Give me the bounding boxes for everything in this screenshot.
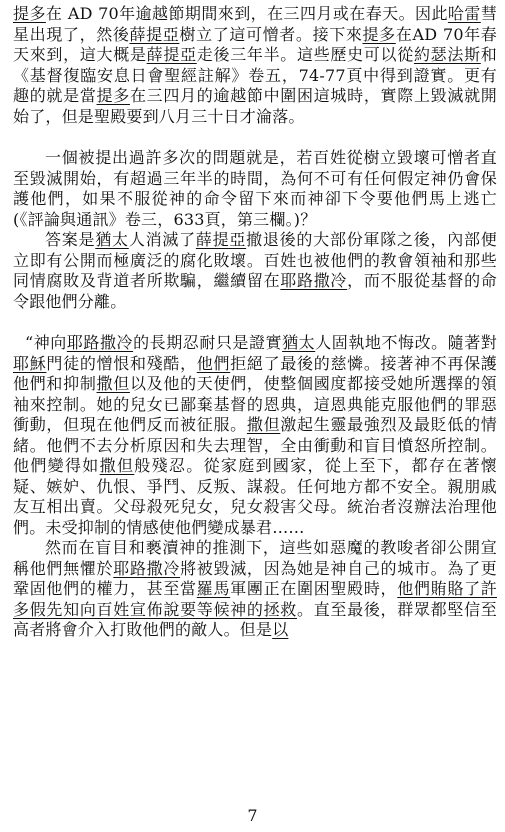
underlined-name: 哈雷 [447,4,481,23]
underlined-name: 薛提亞 [195,230,247,249]
underlined-name: 羅馬 [196,579,231,598]
underlined-name: 撒但 [99,456,135,475]
underlined-name: 提多 [96,86,130,105]
underlined-name: 撒但 [246,415,281,434]
text-run: “神向 [25,333,67,352]
underlined-name: 耶路撒冷 [113,558,181,578]
text-run: 。直至最後，群眾都堅信至高者將會介入打敗他們的敵人。但是 [13,599,497,639]
text-run: 彗星出現了，然後 [13,4,498,44]
underlined-name: 薛提亞 [146,45,197,64]
underlined-name: 他們賄賂了許多假先知向百姓宣佈說要等候神的拯救 [13,579,497,619]
underlined-name: 耶路撒冷 [280,271,348,290]
text-run: 答案是 [45,230,96,249]
paragraph-1 [13,4,497,127]
text-run: 以及他的天使們，使整個國度都接受她所選擇的領袖來控制。她的兒女已鄙棄基督的恩典，這恩典能克服他們的罪惡衝動，但現在他們反而被征服。 [13,374,497,434]
underlined-name: 撒但 [96,374,130,393]
text-run: 門徒的憎恨和殘酷， [46,353,197,373]
underlined-name: 約瑟法斯 [413,45,481,64]
underlined-name: 提多 [362,24,396,44]
text-run: ，而不服從基督的命令跟他們分離。 [13,271,497,311]
underlined-name: 猶太 [95,230,129,249]
text-run: 人固執地不悔改。隨著對 [315,333,498,352]
paragraph-5 [13,538,497,641]
underlined-name: 他們 [196,353,231,373]
underlined-name: 提多 [13,4,46,23]
paragraph-2 [13,148,497,230]
text-run: 然而在盲目和褻瀆神的推測下，這些如惡魔的教唆者卻公開宣稱他們無懼於 [13,538,497,578]
text-run: 在 AD 70年逾越節期間來到，在三四月或在春天。因此 [45,4,448,23]
text-run: 般殘忍。從家庭到國家，從上至下，都存在著懷疑、嫉妒、仇恨、爭鬥、反叛、謀殺。任何地方都不安全。親朋戚友互相出賣。父母殺死兒女，兒女殺害父母。統治者沒辦法治理他們。未受抑制的情感使他們變成暴君…… [13,456,497,537]
text-run: 和《基督復臨安息日會聖經註解》卷五，74-77頁中得到證實。更有趣的就是當 [13,45,497,105]
text-run: 一個被提出過許多次的問題就是，若百姓從樹立毀壞可憎者直至毀滅開始，有超過三年半的時間，為何不可有任何假定神仍會保護他們，如果不服從神的命令留下來而神卻下令要他們馬上逃亡(《評論與通訊》卷三，633頁，第三欄。)？ [13,148,497,229]
underlined-name: 耶穌 [13,353,47,373]
text-run: 人消滅了 [128,230,196,249]
underlined-name: 薛提亞 [129,24,180,44]
paragraph-3 [13,230,497,312]
underlined-name: 以 [272,620,289,639]
text-run: 在三四月的逾越節中圍困這城時，實際上毀滅就開始了，但是聖殿要到八月三十日才淪落。 [13,86,497,126]
document-page [13,4,497,641]
text-run: 軍團正在圍困聖殿時， [230,579,398,598]
underlined-name: 猶太 [282,333,316,352]
paragraph-4-quote [13,333,497,538]
page-number: 7 [247,806,258,825]
text-run: 在AD 70年春天來到，這大概是 [13,24,498,64]
text-run: 撤退後的大部份軍隊之後，內部便立即有公開而極廣泛的腐化敗壞。百姓也被他們的教會領袖和那些同情腐敗及背道者所欺騙，繼續留在 [13,230,497,290]
text-run: 拒絕了最後的慈憐。接著神不再保護他們和抑制 [13,353,497,393]
text-run: 樹立了這可憎者。接下來 [179,24,363,44]
text-run: 將被毀滅，因為她是神自己的城市。為了更鞏固他們的權力，甚至當 [13,558,497,598]
text-run: 走後三年半。這些歷史可以從 [196,45,414,64]
text-run: 激起生靈最強烈及最貶低的情緒。他們不去分析原因和失去理智，全由衝動和盲目憤怒所控制。他們變得如 [13,415,497,475]
underlined-name: 耶路撒冷 [66,333,134,352]
text-run: 的長期忍耐只是證實 [133,333,283,352]
